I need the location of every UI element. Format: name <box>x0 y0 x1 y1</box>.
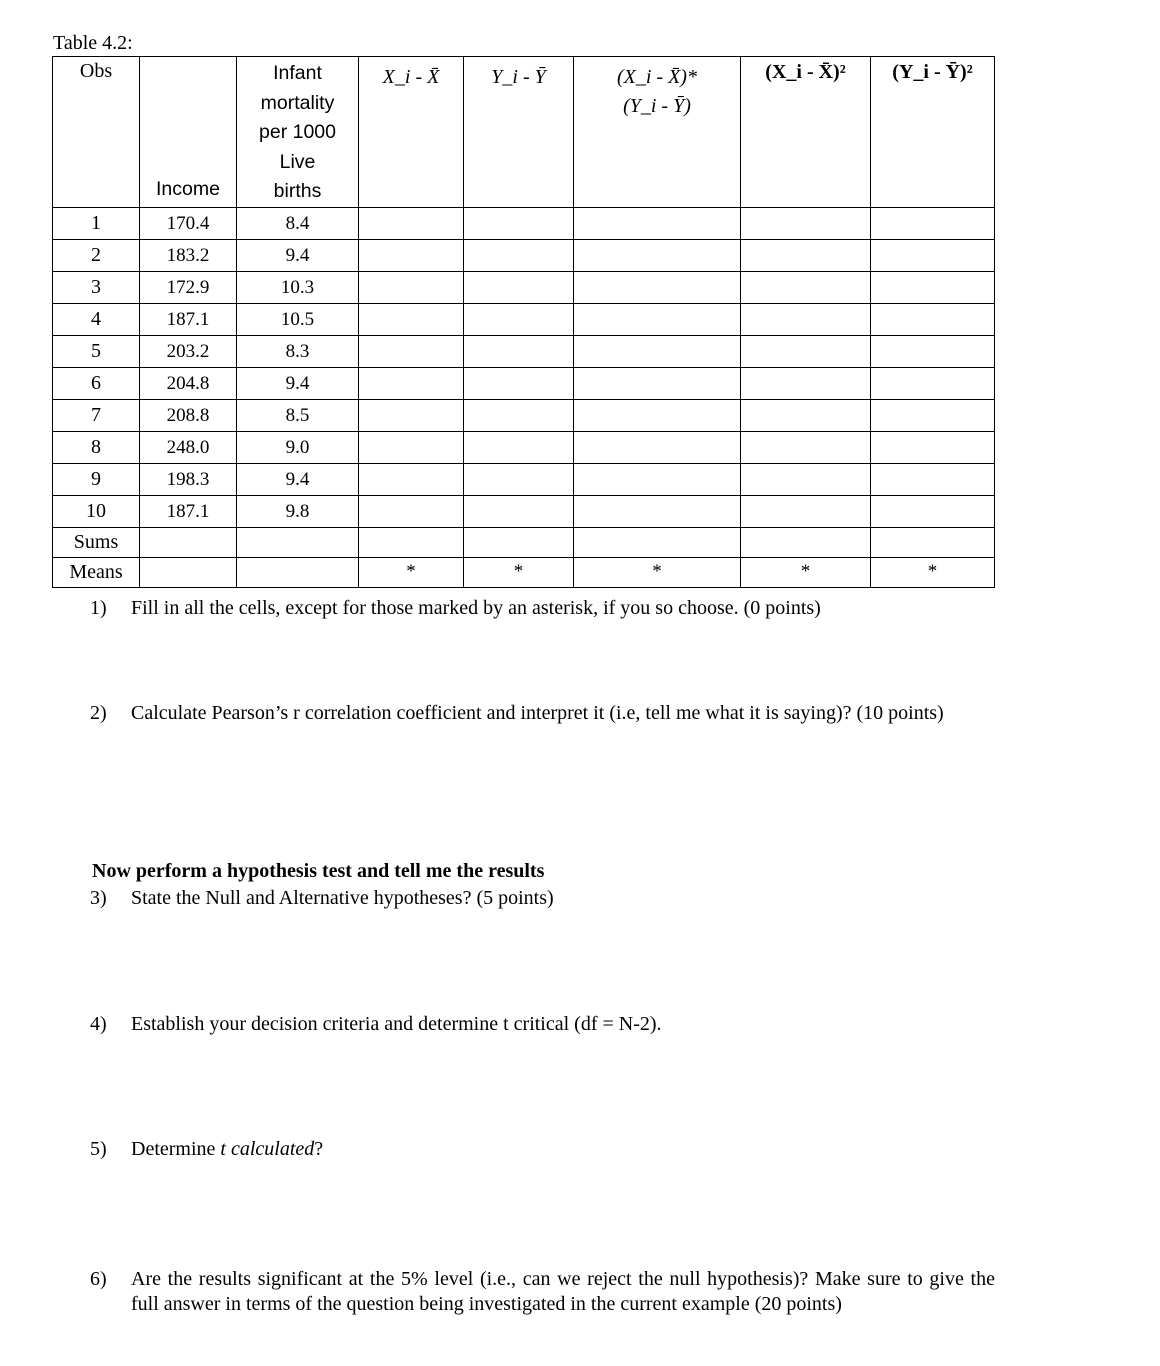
empty-cell <box>464 303 574 335</box>
asterisk-mark: * <box>871 557 995 587</box>
question-text: Are the results significant at the 5% level (i.e., can we reject the null hypothesis)? Make sure to give the full answer in terms of the question being investigated in the current example (20 points) <box>131 1268 995 1315</box>
question-number: 1) <box>90 597 107 619</box>
table-caption: Table 4.2: <box>53 32 133 54</box>
table-row <box>53 239 995 271</box>
question-text: Establish your decision criteria and determine t critical (df = N-2). <box>131 1013 662 1035</box>
empty-cell <box>871 431 995 463</box>
empty-cell <box>741 335 871 367</box>
empty-cell <box>237 557 359 587</box>
table-row <box>53 335 995 367</box>
empty-cell <box>741 303 871 335</box>
mortality-cell: 8.5 <box>237 399 359 431</box>
income-cell: 172.9 <box>140 271 237 303</box>
empty-cell <box>574 335 741 367</box>
header-sq-y: (Y_i - Ȳ)² <box>871 57 995 208</box>
empty-cell <box>741 527 871 557</box>
question-text-italic: t calculated <box>220 1138 315 1160</box>
question-text: Calculate Pearson’s r correlation coefficient and interpret it (i.e, tell me what it is saying)? (10 points) <box>131 702 944 724</box>
question-text-suffix: ? <box>314 1138 324 1160</box>
header-dev-x: X_i - X̄ <box>359 57 464 208</box>
empty-cell <box>359 271 464 303</box>
obs-cell: 7 <box>53 399 140 431</box>
table-row <box>53 431 995 463</box>
question-text: State the Null and Alternative hypotheses? (5 points) <box>131 887 554 909</box>
header-product-line2: (Y_i - Ȳ) <box>623 95 691 117</box>
header-infant-line: Infant <box>273 62 322 84</box>
empty-cell <box>741 431 871 463</box>
empty-cell <box>464 335 574 367</box>
table-row <box>53 463 995 495</box>
question-text-prefix: Determine <box>131 1138 221 1160</box>
table-row <box>53 367 995 399</box>
means-label: Means <box>53 557 140 587</box>
empty-cell <box>574 399 741 431</box>
mortality-cell: 10.5 <box>237 303 359 335</box>
sums-row <box>53 527 995 557</box>
data-table <box>52 56 995 588</box>
empty-cell <box>464 367 574 399</box>
empty-cell <box>574 431 741 463</box>
obs-cell: 2 <box>53 239 140 271</box>
obs-cell: 10 <box>53 495 140 527</box>
obs-cell: 4 <box>53 303 140 335</box>
question-text <box>131 1137 995 1162</box>
asterisk-mark: * <box>574 557 741 587</box>
question-number: 4) <box>90 1013 107 1035</box>
empty-cell <box>359 431 464 463</box>
mortality-cell: 9.0 <box>237 431 359 463</box>
empty-cell <box>574 495 741 527</box>
empty-cell <box>741 399 871 431</box>
empty-cell <box>741 239 871 271</box>
means-row <box>53 557 995 587</box>
mortality-cell: 10.3 <box>237 271 359 303</box>
header-obs: Obs <box>53 57 140 208</box>
asterisk-mark: * <box>359 557 464 587</box>
empty-cell <box>464 431 574 463</box>
sums-label: Sums <box>53 527 140 557</box>
header-infant-line: per 1000 <box>259 121 336 143</box>
mortality-cell: 8.3 <box>237 335 359 367</box>
question-3 <box>90 886 995 911</box>
header-infant-line: births <box>273 180 322 202</box>
table-row <box>53 399 995 431</box>
obs-cell: 1 <box>53 207 140 239</box>
section-heading: Now perform a hypothesis test and tell me the results <box>92 860 545 882</box>
empty-cell <box>741 271 871 303</box>
header-infant-mortality <box>237 57 359 208</box>
empty-cell <box>871 399 995 431</box>
empty-cell <box>574 239 741 271</box>
question-6 <box>90 1267 995 1317</box>
empty-cell <box>359 527 464 557</box>
table-row <box>53 303 995 335</box>
income-cell: 183.2 <box>140 239 237 271</box>
empty-cell <box>871 239 995 271</box>
empty-cell <box>574 303 741 335</box>
header-sq-x: (X_i - X̄)² <box>741 57 871 208</box>
empty-cell <box>464 495 574 527</box>
empty-cell <box>871 527 995 557</box>
question-number: 5) <box>90 1138 107 1160</box>
obs-cell: 3 <box>53 271 140 303</box>
empty-cell <box>359 367 464 399</box>
header-dev-y: Y_i - Ȳ <box>464 57 574 208</box>
header-product <box>574 57 741 208</box>
empty-cell <box>574 367 741 399</box>
mortality-cell: 9.4 <box>237 463 359 495</box>
mortality-cell: 8.4 <box>237 207 359 239</box>
empty-cell <box>464 239 574 271</box>
header-row <box>53 57 995 208</box>
question-2 <box>90 701 995 726</box>
mortality-cell: 9.8 <box>237 495 359 527</box>
obs-cell: 8 <box>53 431 140 463</box>
empty-cell <box>359 207 464 239</box>
question-number: 6) <box>90 1268 107 1290</box>
income-cell: 248.0 <box>140 431 237 463</box>
empty-cell <box>359 495 464 527</box>
asterisk-mark: * <box>464 557 574 587</box>
empty-cell <box>464 399 574 431</box>
empty-cell <box>140 527 237 557</box>
empty-cell <box>574 463 741 495</box>
income-cell: 187.1 <box>140 303 237 335</box>
question-text: Fill in all the cells, except for those marked by an asterisk, if you so choose. (0 points) <box>131 597 821 619</box>
obs-cell: 6 <box>53 367 140 399</box>
table-row <box>53 495 995 527</box>
empty-cell <box>741 367 871 399</box>
empty-cell <box>464 527 574 557</box>
obs-cell: 9 <box>53 463 140 495</box>
mortality-cell: 9.4 <box>237 239 359 271</box>
question-4 <box>90 1012 995 1037</box>
header-income <box>140 57 237 208</box>
empty-cell <box>741 463 871 495</box>
question-5 <box>90 1137 995 1162</box>
income-cell: 187.1 <box>140 495 237 527</box>
empty-cell <box>359 335 464 367</box>
empty-cell <box>359 399 464 431</box>
income-cell: 203.2 <box>140 335 237 367</box>
empty-cell <box>237 527 359 557</box>
empty-cell <box>871 367 995 399</box>
mortality-cell: 9.4 <box>237 367 359 399</box>
empty-cell <box>871 207 995 239</box>
header-income-label: Income <box>156 177 220 200</box>
empty-cell <box>871 271 995 303</box>
empty-cell <box>871 303 995 335</box>
header-infant-line: Live <box>279 150 316 173</box>
question-number: 2) <box>90 702 107 724</box>
empty-cell <box>359 303 464 335</box>
table-row <box>53 271 995 303</box>
empty-cell <box>871 495 995 527</box>
income-cell: 204.8 <box>140 367 237 399</box>
question-number: 3) <box>90 887 107 909</box>
empty-cell <box>574 271 741 303</box>
income-cell: 170.4 <box>140 207 237 239</box>
empty-cell <box>741 495 871 527</box>
empty-cell <box>574 527 741 557</box>
empty-cell <box>574 207 741 239</box>
empty-cell <box>464 271 574 303</box>
empty-cell <box>140 557 237 587</box>
question-1 <box>90 596 995 621</box>
empty-cell <box>359 463 464 495</box>
income-cell: 198.3 <box>140 463 237 495</box>
header-infant-line: mortality <box>260 91 335 114</box>
empty-cell <box>359 239 464 271</box>
income-cell: 208.8 <box>140 399 237 431</box>
asterisk-mark: * <box>741 557 871 587</box>
empty-cell <box>464 463 574 495</box>
obs-cell: 5 <box>53 335 140 367</box>
empty-cell <box>741 207 871 239</box>
empty-cell <box>871 463 995 495</box>
empty-cell <box>871 335 995 367</box>
empty-cell <box>464 207 574 239</box>
table-row <box>53 207 995 239</box>
header-product-line1: (X_i - X̄)* <box>617 66 697 88</box>
